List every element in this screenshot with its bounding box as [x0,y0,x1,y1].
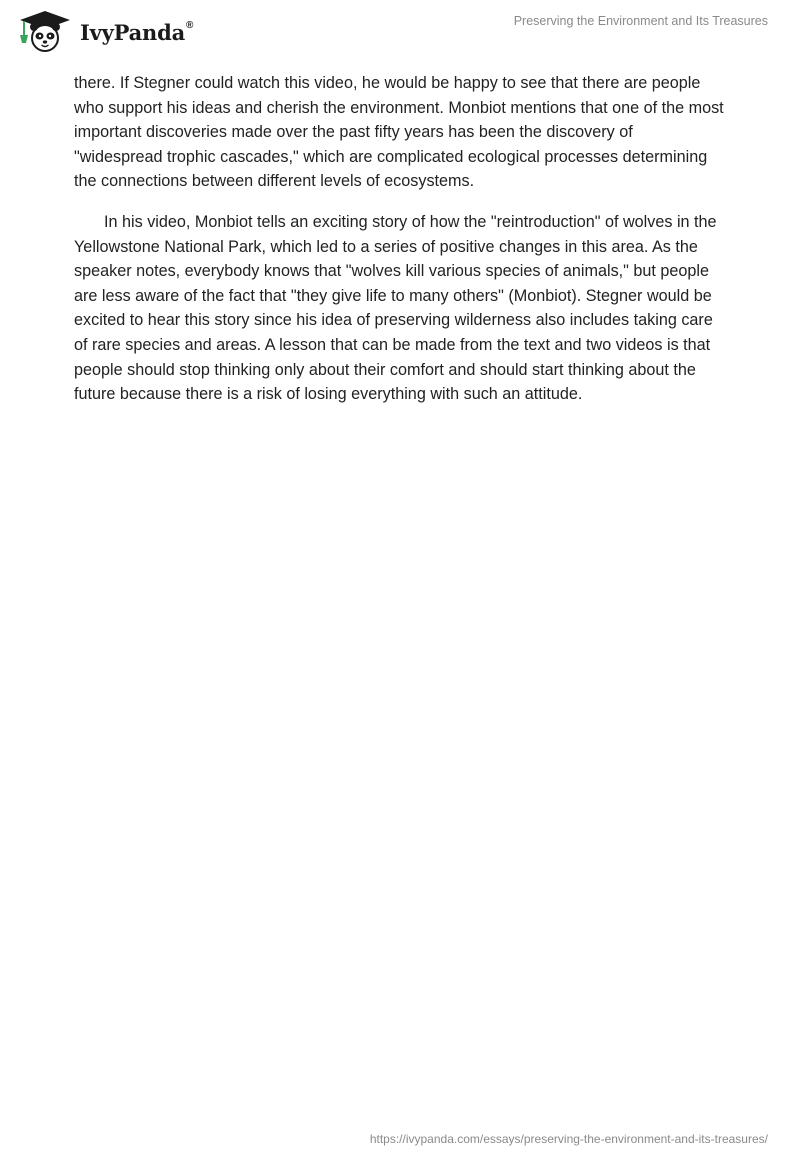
paragraph: In his video, Monbiot tells an exciting story of how the "reintroduction" of wolves in the Yellowstone National Park, which led to a series of positive changes in this area. As the speaker notes, everybody knows that "wolves kill various species of animals," but people are less aware of the fact that "they give life to many others" (Monbiot). Stegner would be excited to hear this story since his idea of preserving wilderness also includes taking care of rare species and areas. A lesson that can be made from the text and two videos is that people should stop thinking only about their comfort and should start thinking about the future because there is a risk of losing everything with such an attitude. [74,212,717,404]
brand-name [80,20,193,45]
source-url[interactable]: https://ivypanda.com/essays/preserving-the-environment-and-its-treasures/ [369,1132,768,1146]
running-title: Preserving the Environment and Its Treasures [513,14,768,28]
site-logo[interactable] [16,8,193,54]
registered-mark: ® [186,19,194,31]
panda-graduate-icon [16,9,74,53]
essay-body [74,71,724,423]
paragraph: there. If Stegner could watch this video, he would be happy to see that there are people who support his ideas and cherish the environment. Monbiot mentions that one of the most important discoveries made over the past fifty years has been the discovery of "widespread trophic cascades," which are complicated ecological processes determining the connections between different levels of ecosystems. [74,74,724,191]
brand-name-text: IvyPanda [80,19,186,45]
